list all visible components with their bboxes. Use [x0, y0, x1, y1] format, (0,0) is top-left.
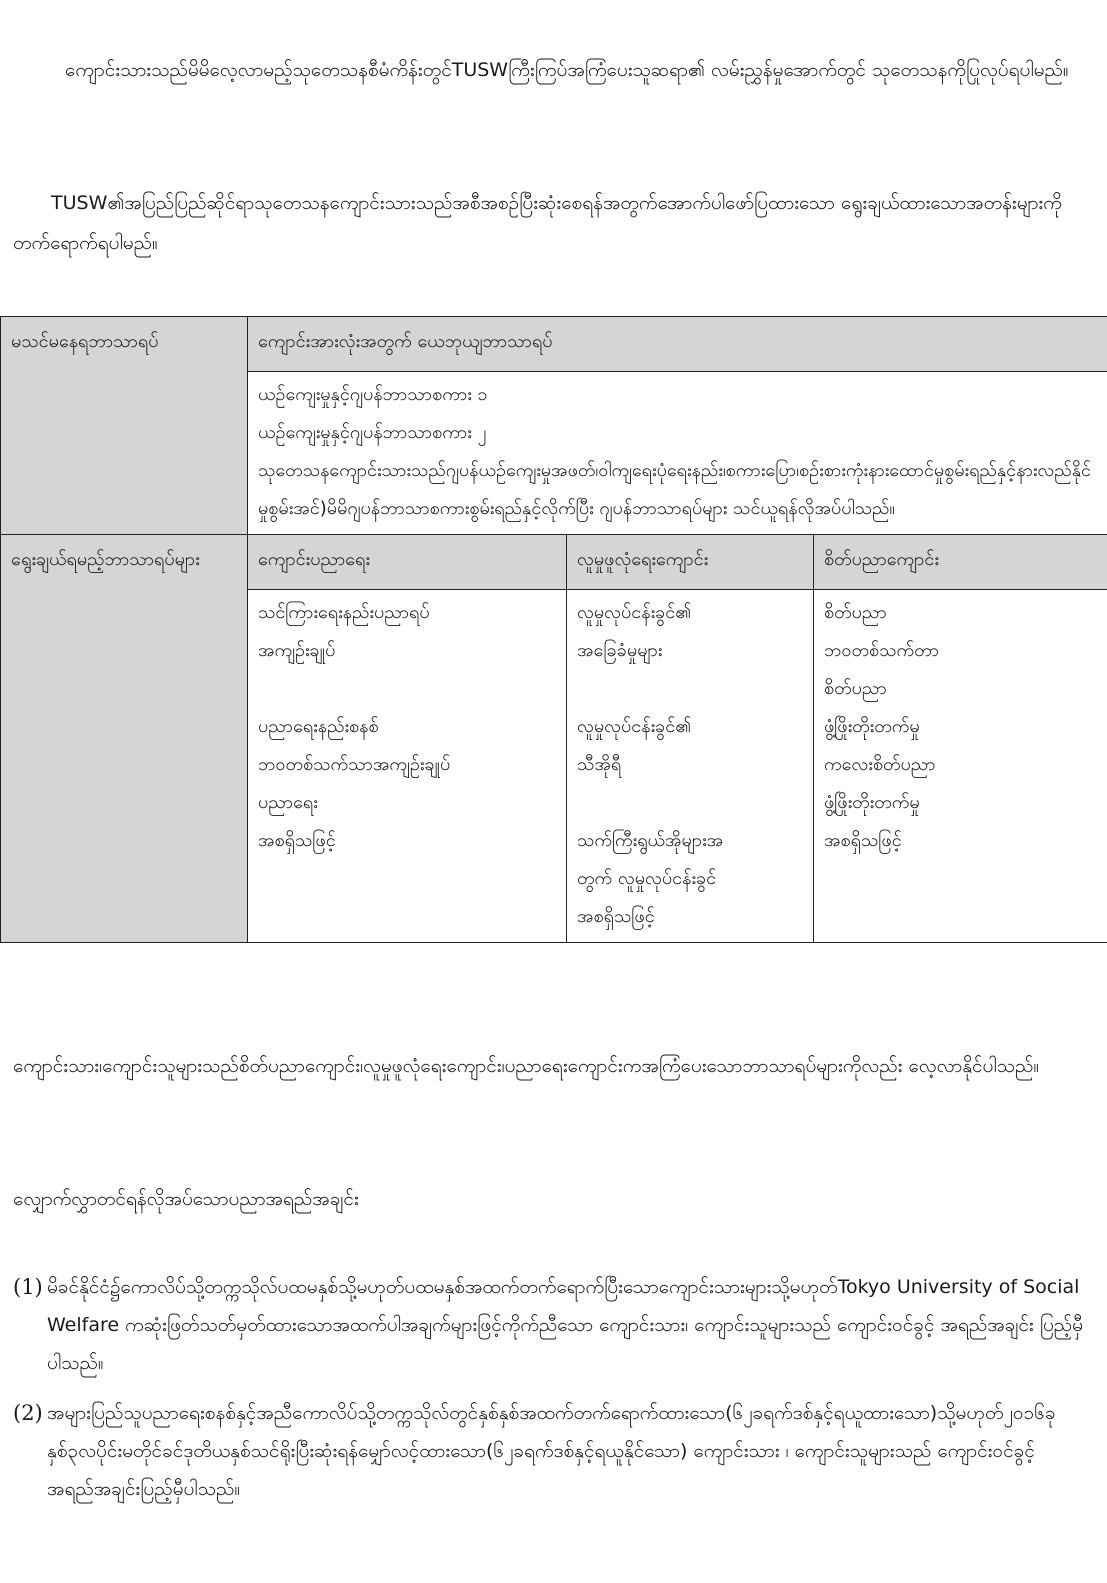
table-row: [1, 535, 1107, 590]
common-subjects-cell: [248, 372, 1107, 535]
compulsory-label-cell: [1, 317, 248, 535]
subject-line: သီအိုရီ: [577, 754, 622, 775]
elective-note: ကျောင်းသား၊ကျောင်းသူများသည်စိတ်ပညာကျောင်း၊လူမှုဖူလုံရေးကျောင်း၊ပညာရေးကျောင်းကအကြံပေးသောဘာသာရပ်များကိုလည်း လေ့လာနိုင်ပါသည်။: [13, 1055, 1040, 1077]
subject-line: အစရှိသဖြင့်: [258, 830, 336, 851]
subject-line: သင်ကြားရေးနည်းပညာရပ်: [258, 602, 430, 623]
column-header-label: လူမှုဖူလုံရေးကျောင်း: [577, 549, 709, 570]
list-item: [13, 1394, 1098, 1508]
requirements-title: လျှောက်လွှာတင်ရန်လိုအပ်သောပညာအရည်အချင်း: [13, 1188, 359, 1210]
subject-line: [577, 670, 803, 708]
column-header-label: စိတ်ပညာကျောင်း: [824, 549, 939, 570]
subject-line: ဖွံ့ဖြိုးတိုးတက်မှု: [824, 716, 920, 737]
social-welfare-subjects-cell: [567, 590, 814, 943]
list-item: [13, 1268, 1098, 1382]
psychology-subjects-cell: [814, 590, 1107, 943]
subject-line: [577, 784, 803, 822]
subject-line: စိတ်ပညာ: [824, 678, 887, 699]
subject-line: လူမှုလုပ်ငန်းခွင်၏: [577, 716, 692, 737]
subject-line: အစရှိသဖြင့်: [824, 830, 902, 851]
intro-paragraph-1: ကျောင်းသားသည်မိမိလေ့လာမည့်သုတေသနစီမံကိန်းတွင်TUSWကြီးကြပ်အကြံပေးသူဆရာ၏ လမ်းညွှန်မှုအောက်တွင် သုတေသနကိုပြုလုပ်ရပါမည်။: [65, 59, 1069, 81]
subject-line: အကျဉ်းချုပ်: [258, 640, 336, 661]
education-subjects-cell: [248, 590, 567, 943]
subject-line: စိတ်ပညာ: [824, 602, 887, 623]
subject-line: ပညာရေးနည်းစနစ်: [258, 716, 379, 737]
item-text: မိခင်နိုင်ငံ၌ကောလိပ်သို့တက္ကသိုလ်ပထမနှစ်သို့မဟုတ်ပထမနှစ်အထက်တက်ရောက်ပြီးသောကျောင်းသားများသို့မဟုတ်Tokyo University of Social Welfare ကဆုံးဖြတ်သတ်မှတ်ထားသောအထက်ပါအချက်များဖြင့်ကိုက်ညီသော ကျောင်းသား၊ ကျောင်းသူများသည် ကျောင်းဝင်ခွင့် အရည်အချင်း ပြည့်မှီပါသည်။: [47, 1276, 1084, 1374]
item-number: (1): [13, 1275, 43, 1299]
column-header-psychology: [814, 535, 1107, 590]
subject-line: [258, 670, 556, 708]
intro-paragraph-2: TUSW၏အပြည်ပြည်ဆိုင်ရာသုတေသနကျောင်းသားသည်အစီအစဉ်ပြီးဆုံးစေရန်အတွက်အောက်ပါဖော်ပြထားသော ရွေးချယ်ထားသောအတန်းများကိုတက်ရောက်ရပါမည်။: [13, 192, 1062, 254]
subject-line: ကလေးစိတ်ပညာ: [824, 754, 936, 775]
requirements-list: [13, 1268, 1098, 1520]
subject-line: ဖွံ့ဖြိုးတိုးတက်မှု: [824, 792, 920, 813]
subject-line: အခြေခံမှုများ: [577, 640, 663, 661]
column-header-social-welfare: [567, 535, 814, 590]
subject-line: အစရှိသဖြင့်: [577, 906, 655, 927]
common-line: သုတေသနကျောင်းသားသည်ဂျပန်ယဉ်ကျေးမှုအဖတ်၊ဝါကျရေးပုံရေးနည်း၊စကားပြော၊စဉ်းစားကုံးနားထောင်မှုစွမ်းရည်နှင့်နားလည်နိုင်မှုစွမ်းအင်)မိမိဂျပန်ဘာသာစကားစွမ်းရည်နှင့်လိုက်ပြီး ဂျပန်ဘာသာရပ်များ သင်ယူရန်လိုအပ်ပါသည်။: [258, 460, 1091, 519]
elective-label: ရွေးချယ်ရမည့်ဘာသာရပ်များ: [11, 549, 200, 570]
subject-line: သက်ကြီးရွယ်အိုများအ: [577, 830, 724, 851]
elective-label-cell: [1, 535, 248, 943]
subject-line: ဘဝတစ်သက်သာအကျဉ်းချုပ်: [258, 754, 451, 775]
column-header-education: [248, 535, 567, 590]
item-number: (2): [13, 1401, 43, 1425]
common-line: ယဉ်ကျေးမှုနှင့်ဂျပန်ဘာသာစကား ၂: [258, 422, 487, 443]
item-text: အများပြည်သူပညာရေးစနစ်နှင့်အညီကောလိပ်သို့တက္ကသိုလ်တွင်နှစ်နှစ်အထက်တက်ရောက်ထားသော(၆၂ခရက်ဒစ်နှင့်ရယူထားသော)သို့မဟုတ်၂၀၁၆ခုနှစ်၃လပိုင်းမတိုင်ခင်ဒုတိယနှစ်သင်ရိုးပြီးဆုံးရန်မျှော်လင့်ထားသော(၆၂ခရက်ဒစ်နှင့်ရယူနိုင်သော) ကျောင်းသား ၊ ကျောင်းသူများသည် ကျောင်းဝင်ခွင့်အရည်အချင်းပြည့်မှီပါသည်။: [47, 1402, 1056, 1500]
common-line: ယဉ်ကျေးမှုနှင့်ဂျပန်ဘာသာစကား ၁: [258, 384, 488, 405]
course-requirements-table: [0, 316, 1107, 943]
common-subjects-header: [248, 317, 1107, 372]
table-row: [1, 317, 1107, 372]
subject-line: တွက် လူမှုလုပ်ငန်းခွင်: [577, 868, 717, 889]
compulsory-label: မသင်မနေရဘာသာရပ်: [11, 331, 159, 352]
subject-line: ပညာရေး: [258, 792, 318, 813]
common-subjects-title: ကျောင်းအားလုံးအတွက် ယေဘုယျဘာသာရပ်: [258, 331, 553, 352]
column-header-label: ကျောင်းပညာရေး: [258, 549, 370, 570]
subject-line: လူမှုလုပ်ငန်းခွင်၏: [577, 602, 692, 623]
subject-line: ဘဝတစ်သက်တာ: [824, 640, 940, 661]
